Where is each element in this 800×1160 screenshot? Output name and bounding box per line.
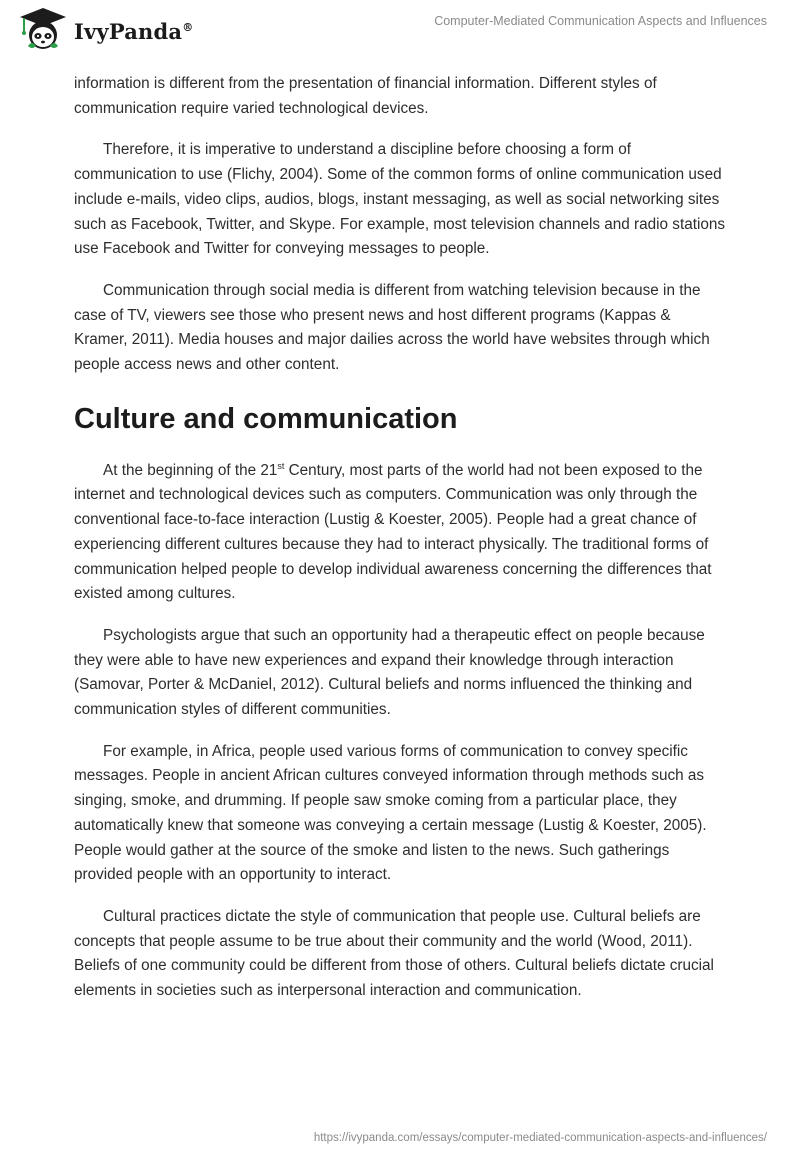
page-header	[0, 0, 800, 60]
paragraph: Psychologists argue that such an opportunity had a therapeutic effect on people because they were able to have new experiences and expand their knowledge through interaction (Samovar, Porter & McDaniel, 2012). Cultural beliefs and norms influenced the thinking and communication styles of different communities.	[74, 626, 705, 719]
article-body	[74, 72, 726, 1021]
brand-registered-mark: ®	[182, 20, 194, 34]
brand-name: IvyPanda®	[74, 18, 194, 44]
paragraph: Communication through social media is different from watching television because in the case of TV, viewers see those who present news and host different programs (Kappas & Kramer, 2011). Media houses and major dailies across the world have websites through which people access news and other content.	[74, 281, 710, 374]
paragraph: For example, in Africa, people used various forms of communication to convey specific messages. People in ancient African cultures conveyed information through methods such as singing, smoke, and drumming. If people saw smoke coming from a particular place, they automatically knew that someone was conveying a certain message (Lustig & Koester, 2005). People would gather at the source of the smoke and listen to the news. Such gatherings provided people with an opportunity to interact.	[74, 742, 707, 884]
paragraph: Therefore, it is imperative to understand a discipline before choosing a form of communication to use (Flichy, 2004). Some of the common forms of online communication used include e-mails, video clips, audios, blogs, instant messaging, as well as social networking sites such as Facebook, Twitter, and Skype. For example, most television channels and radio stations use Facebook and Twitter for conveying messages to people.	[74, 141, 726, 258]
section-heading: Culture and communication	[74, 402, 458, 435]
paragraph: information is different from the presentation of financial information. Different styles of communication require varied technological devices.	[74, 75, 657, 117]
panda-graduation-cap-icon	[14, 6, 72, 57]
paragraph: Cultural practices dictate the style of communication that people use. Cultural beliefs are concepts that people assume to be true about their community and the world (Wood, 2011). Beliefs of one community could be different from those of others. Cultural beliefs dictate crucial elements in societies such as interpersonal interaction and communication.	[74, 907, 714, 1000]
ordinal-suffix: st	[277, 460, 285, 471]
brand-logo[interactable]	[14, 8, 193, 54]
paragraph: At the beginning of the 21st Century, most parts of the world had not been exposed to the internet and technological devices such as computers. Communication was only through the conventional face-to-face interaction (Lustig & Koester, 2005). People had a great chance of experiencing different cultures because they had to interact physically. The traditional forms of communication helped people to develop individual awareness concerning the differences that existed among cultures.	[74, 460, 712, 603]
source-url[interactable]: https://ivypanda.com/essays/computer-mediated-communication-aspects-and-influences/	[313, 1132, 767, 1144]
document-title: Computer-Mediated Communication Aspects and Influences	[434, 14, 767, 28]
